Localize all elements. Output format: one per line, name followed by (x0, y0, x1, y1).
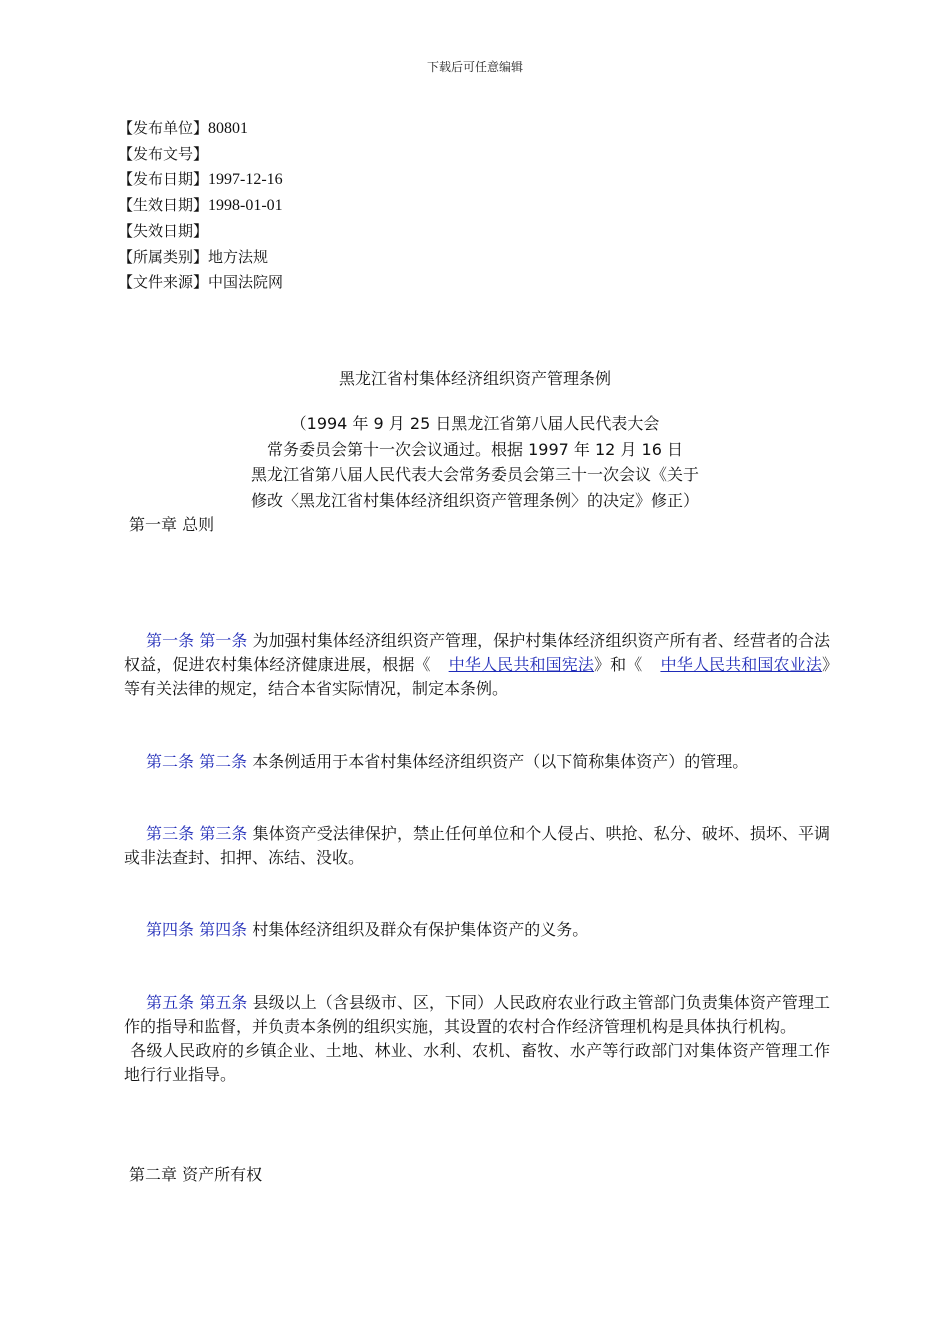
document-title: 黑龙江省村集体经济组织资产管理条例 (338, 369, 611, 388)
article-label: 第二条 (199, 752, 248, 771)
article-2: 第二条 第二条 本条例适用于本省村集体经济组织资产（以下简称集体资产）的管理。 (146, 752, 749, 771)
meta-source: 【文件来源】中国法院网 (118, 273, 284, 292)
constitution-link[interactable]: 中华人民共和国宪法 (448, 655, 595, 674)
meta-category: 【所属类别】地方法规 (118, 247, 269, 266)
publication-metadata (118, 116, 283, 296)
article-label: 第五条 (199, 993, 248, 1012)
subtitle-line: （1994 年 9 月 25 日黑龙江省第八届人民代表大会 (290, 414, 660, 433)
article-label: 第一条 (199, 631, 248, 650)
article-1: 第一条 第一条 为加强村集体经济组织资产管理，保护村集体经济组织资产所有者、经营者的合法权益，促进农村集体经济健康进展，根据《 中华人民共和国宪法》和《 中华人民共和国农业法》等有关法律的规定，结合本省实际情况，制定本条例。 (124, 631, 830, 698)
subtitle-line: 修改〈黑龙江省村集体经济组织资产管理条例〉的决定》修正） (250, 490, 699, 510)
article-label: 第四条 (146, 920, 195, 939)
article-label: 第三条 (146, 824, 195, 843)
article-4: 第四条 第四条 村集体经济组织及群众有保护集体资产的义务。 (146, 920, 589, 939)
chapter-heading-2: 第二章 资产所有权 (129, 1165, 263, 1184)
article-label: 第三条 (199, 824, 248, 843)
meta-expiry-date: 【失效日期】 (118, 221, 209, 240)
subtitle-line: 常务委员会第十一次会议通过。根据 1997 年 12 月 16 日 (267, 439, 683, 459)
article-3: 第三条 第三条 集体资产受法律保护，禁止任何单位和个人侵占、哄抢、私分、破坏、损坏、平调或非法查封、扣押、冻结、没收。 (124, 824, 830, 867)
chapter-heading-1: 第一章 总则 (129, 515, 215, 534)
article-label: 第四条 (199, 920, 248, 939)
article-5-paragraph-2: 各级人民政府的乡镇企业、土地、林业、水利、农机、畜牧、水产等行政部门对集体资产管理工作地行行业指导。 (124, 1041, 830, 1084)
page-header-note: 下载后可任意编辑 (426, 60, 523, 74)
meta-effective-date: 【生效日期】1998-01-01 (118, 196, 283, 215)
meta-doc-number: 【发布文号】 (118, 144, 209, 163)
agriculture-law-link[interactable]: 中华人民共和国农业法 (660, 655, 822, 674)
document-subtitle (0, 411, 950, 513)
meta-publisher: 【发布单位】80801 (118, 119, 249, 137)
article-label: 第一条 (146, 631, 195, 650)
article-label: 第五条 (146, 993, 195, 1012)
article-label: 第二条 (146, 752, 195, 771)
subtitle-line: 黑龙江省第八届人民代表大会常务委员会第三十一次会议《关于 (250, 465, 699, 484)
article-5: 第五条 第五条 县级以上（含县级市、区，下同）人民政府农业行政主管部门负责集体资产管理工作的指导和监督，并负责本条例的组织实施，其设置的农村合作经济管理机构是具体执行机构。 各级人民政府的乡镇企业、土地、林业、水利、农机、畜牧、水产等行政部门对集体资产管理工作地行行业指导。 (124, 993, 830, 1084)
meta-publish-date: 【发布日期】1997-12-16 (118, 170, 283, 189)
